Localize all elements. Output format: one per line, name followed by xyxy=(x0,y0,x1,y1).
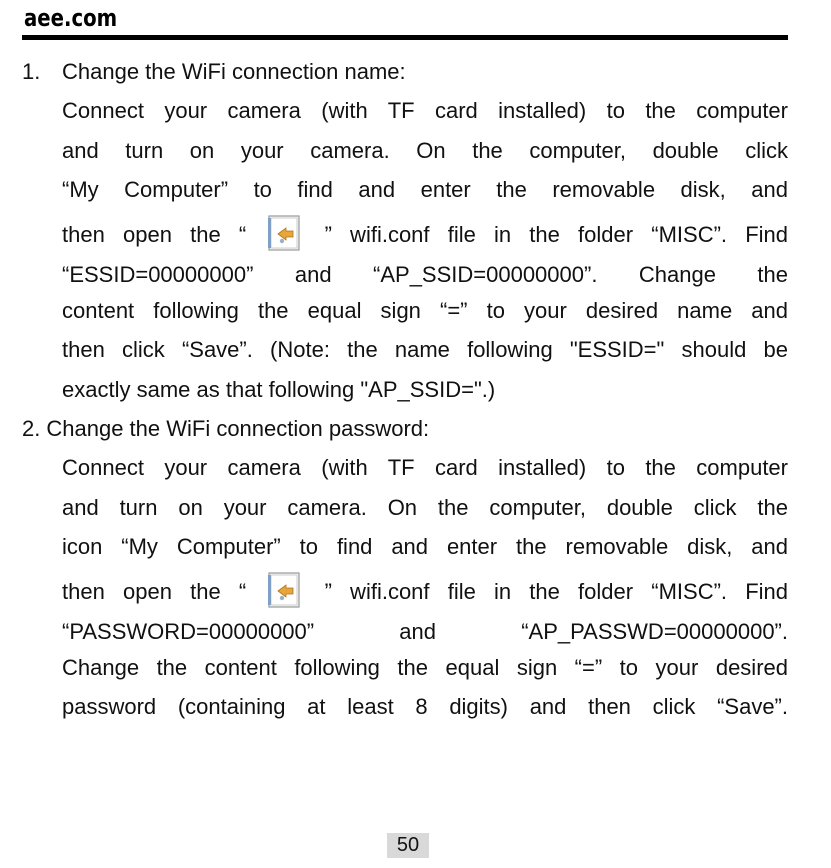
section-1-line-3: “My Computer” to find and enter the removable disk, and xyxy=(62,177,788,202)
section-2-line-2: and turn on your camera. On the computer, double click the xyxy=(62,494,788,520)
section-1-line-6: content following the equal sign “=” to your desired name and xyxy=(62,297,788,323)
section-2-icon-line-start: then open the “ xyxy=(62,578,247,604)
section-1-line-5: “ESSID=00000000” and “AP_SSID=00000000”. Change the xyxy=(62,261,788,287)
section-1-body xyxy=(62,91,788,409)
brand-logo: aee.com xyxy=(24,4,118,32)
section-2-icon-line-end: ” wifi.conf file in the folder “MISC”. Find xyxy=(324,578,788,604)
section-1-heading xyxy=(22,52,788,91)
section-2-line-5: “PASSWORD=00000000” and “AP_PASSWD=00000000”. xyxy=(62,618,788,644)
section-2-body xyxy=(62,448,788,727)
config-file-icon xyxy=(266,214,304,252)
section-1-number: 1. xyxy=(22,59,41,84)
page-number: 50 xyxy=(387,833,429,858)
section-1-line-1: Connect your camera (with TF card installed) to the computer xyxy=(62,98,788,123)
header-rule xyxy=(22,35,788,40)
section-1-line-2: and turn on your camera. On the computer, double click xyxy=(62,137,788,163)
section-1-icon-line xyxy=(62,212,788,258)
manual-content xyxy=(22,52,788,727)
section-2-heading xyxy=(22,409,788,448)
section-2-icon-line xyxy=(62,569,788,615)
section-2-line-3: icon “My Computer” to find and enter the removable disk, and xyxy=(62,534,788,559)
section-2-line-6: Change the content following the equal sign “=” to your desired xyxy=(62,654,788,680)
section-1-icon-line-start: then open the “ xyxy=(62,221,247,247)
config-file-icon xyxy=(266,571,304,609)
section-2-line-7: password (containing at least 8 digits) and then click “Save”. xyxy=(62,694,788,719)
section-2-line-1: Connect your camera (with TF card installed) to the computer xyxy=(62,455,788,480)
section-2-title: Change the WiFi connection password: xyxy=(46,416,430,441)
section-2-number: 2. xyxy=(22,416,41,441)
section-1-icon-line-end: ” wifi.conf file in the folder “MISC”. Find xyxy=(324,221,788,247)
section-1-line-8: exactly same as that following "AP_SSID=".) xyxy=(62,376,496,402)
section-1-line-7: then click “Save”. (Note: the name following "ESSID=" should be xyxy=(62,337,788,362)
section-1-title: Change the WiFi connection name: xyxy=(62,59,406,84)
